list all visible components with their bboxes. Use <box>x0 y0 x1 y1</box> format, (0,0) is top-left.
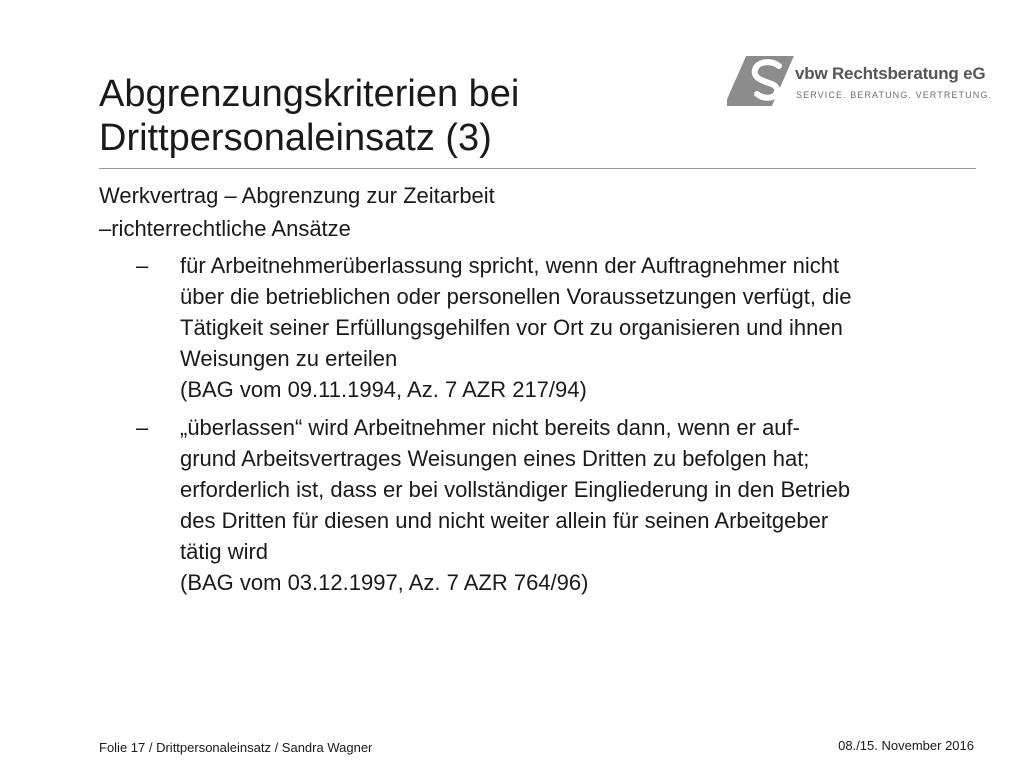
footer-date: 08./15. November 2016 <box>838 738 974 753</box>
bullet-list <box>99 250 979 598</box>
slide-body <box>99 180 979 605</box>
bullet-line: erforderlich ist, dass er bei vollständiger Eingliederung in den Betrieb <box>180 477 851 502</box>
logo-tagline: SERVICE. BERATUNG. VERTRETUNG. <box>796 90 993 100</box>
bullet-line: über die betrieblichen oder personellen Voraussetzungen verfügt, die <box>180 284 852 309</box>
bullet-line: für Arbeitnehmerüberlassung spricht, wenn der Auftragnehmer nicht <box>180 253 840 278</box>
body-subheading: –richterrechtliche Ansätze <box>99 216 351 241</box>
title-line-2: Drittpersonaleinsatz (3) <box>99 117 492 159</box>
bullet-line: tätig wird <box>180 539 269 564</box>
company-logo <box>727 56 993 108</box>
bullet-marker: – <box>136 415 149 440</box>
list-item <box>99 250 979 405</box>
list-item <box>99 412 979 598</box>
bullet-line: Weisungen zu erteilen <box>180 346 398 371</box>
slide-title <box>99 72 659 160</box>
bullet-citation: (BAG vom 09.11.1994, Az. 7 AZR 217/94) <box>180 377 587 402</box>
logo-name: vbw Rechtsberatung eG <box>795 64 986 83</box>
vbw-s-logo-icon <box>727 56 797 108</box>
footer-slide-info: Folie 17 / Drittpersonaleinsatz / Sandra Wagner <box>99 740 373 755</box>
bullet-marker: – <box>136 253 149 278</box>
bullet-line: „überlassen“ wird Arbeitnehmer nicht bereits dann, wenn er auf- <box>180 415 800 440</box>
bullet-line: grund Arbeitsvertrages Weisungen eines Dritten zu befolgen hat; <box>180 446 810 471</box>
title-divider <box>99 168 976 169</box>
bullet-line: des Dritten für diesen und nicht weiter allein für seinen Arbeitgeber <box>180 508 829 533</box>
bullet-line: Tätigkeit seiner Erfüllungsgehilfen vor Ort zu organisieren und ihnen <box>180 315 843 340</box>
body-heading: Werkvertrag – Abgrenzung zur Zeitarbeit <box>99 183 495 208</box>
title-line-1: Abgrenzungskriterien bei <box>99 73 520 115</box>
bullet-citation: (BAG vom 03.12.1997, Az. 7 AZR 764/96) <box>180 570 589 595</box>
